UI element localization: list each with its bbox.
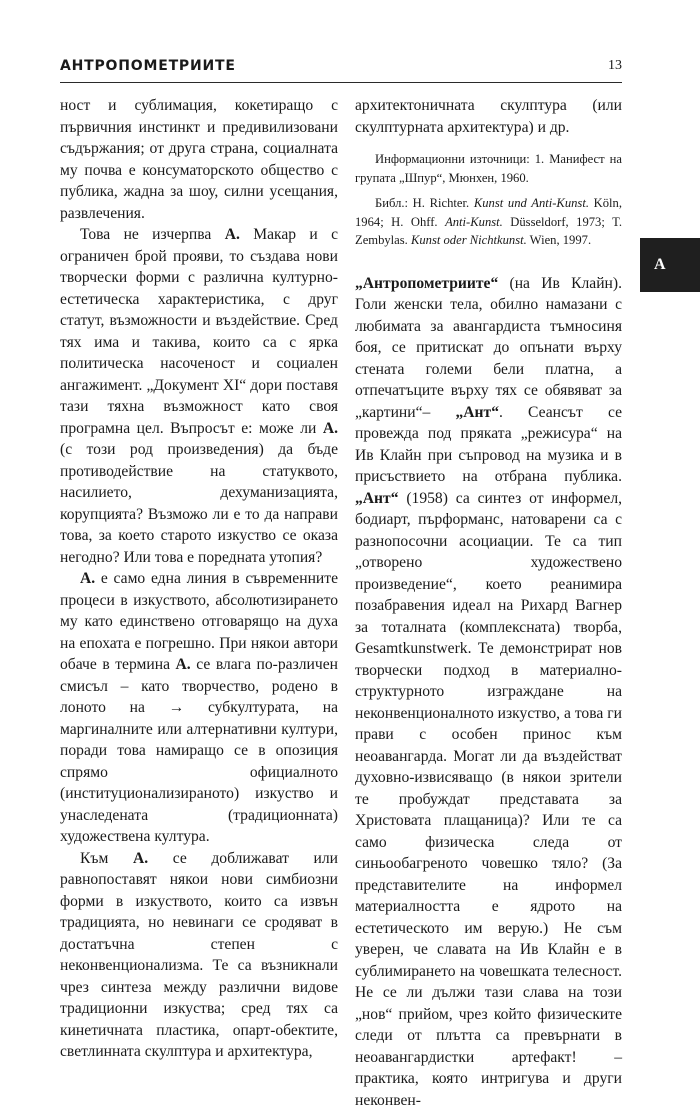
encyclopedia-entry (355, 273, 622, 1111)
paragraph-continuation: архитектоничната скулптура (или скулптурната архитектура) и др. (355, 95, 622, 138)
term-abbreviation: А. (133, 850, 148, 867)
term-abbreviation: „Ант“ (355, 490, 399, 507)
paragraph (60, 568, 338, 848)
page-number: 13 (608, 58, 622, 74)
book-title: Kunst oder Nichtkunst. (411, 233, 527, 247)
running-header-title: АНТРОПОМЕТРИИТЕ (60, 58, 236, 74)
text-run: Към (80, 850, 133, 867)
text-run: Макар и с ограничен брой прояви, то създава нови творчески форми с различна културно-естетическа характеристика, с друг статут, възможности и въздействие. Сред тях има и такива, които са с ярка политическа насоченост и социален ангажимент. „Документ XI“ дори поставя тази тяхна възможност като своя програмна цел. Въпросът е: може ли (60, 226, 338, 437)
paragraph (60, 224, 338, 568)
running-header (60, 52, 622, 83)
alphabet-thumb-tab-letter: А (654, 256, 666, 274)
term-abbreviation: А. (176, 656, 191, 673)
term-abbreviation: А. (323, 420, 338, 437)
text-run: . Сеансът се провежда под пряката „режисура“ на Ив Клайн при съпровод на музика и в присъствието на отбрана публика. (355, 404, 622, 486)
text-run: Библ.: H. Richter. (375, 196, 474, 210)
text-run: се влага по-различен смисъл – като творчество, родено в лоното на → субкултурата, на маргиналните или алтернативни култури, поради това намиращо се в опозиция спрямо официалното (институционализираното) изкуство и унаследената (традиционната) художествена култура. (60, 656, 338, 845)
left-text-column (60, 95, 338, 1063)
text-run: Düsseldorf, 1973; T. Zembylas. (355, 215, 622, 248)
text-run: Wien, 1997. (527, 233, 591, 247)
text-run: (с този род произведения) да бъде противодействие на статуквото, насилието, дехуманизацията, корупцията? Възможо ли е то да направи това, за което старото изкуство се оказа негодно? Или това е поредната утопия? (60, 441, 338, 566)
bibliography (355, 194, 622, 250)
text-run: Köln, 1964; H. Ohff. (355, 196, 622, 229)
entry-headword: „Антропометриите“ (355, 275, 498, 292)
text-run: (1958) са синтез от информел, бодиарт, пърформанс, натоварени са с разнопосочни асоциации. Те са тип „отворено художествено произведение“, което реанимира позабравения идеал на Рихард Вагнер за тоталната (комплексната) творба, Gesamtkunstwerk. Те демонстрират нов творчески подход в материално-структурното изграждане на неконвенционалното изкуство, а това ги прави с особен принос към неоавангарда. Могат ли да въздействат духовно-извисяващо (в някои зрители те пробуждат представата за Христовата плащаница)? Или те са само физическа следа от синьообагреното човешко тяло? (За представителите на информел материалността е ядрото на естетическото им верую.) Не съм уверен, че славата на Ив Клайн е в сублимирането на човешката телесност. Не се ли дължи тази слава на този „нов“ прийом, чрез който физическите следи от плътта са превърнати в неоавангардистки артефакт! – практика, която интригува и други неконвен- (355, 490, 622, 1109)
right-text-column (355, 95, 622, 1111)
information-sources: Информационни източници: 1. Манифест на групата „Шпур“, Мюнхен, 1960. (355, 150, 622, 187)
alphabet-thumb-tab (640, 238, 700, 292)
term-abbreviation: А. (225, 226, 240, 243)
paragraph (60, 848, 338, 1063)
text-run: Това не изчерпва (80, 226, 225, 243)
term-abbreviation: А. (80, 570, 95, 587)
book-title: Kunst und Anti-Kunst. (474, 196, 589, 210)
term-abbreviation: „Ант“ (456, 404, 500, 421)
text-run: (на Ив Клайн). Голи женски тела, обилно намазани с любимата за авангардиста тъмносиня боя, се притискат до опънати върху стената големи бели платна, а отпечатъците върху тях се обявяват за „картини“– (355, 275, 622, 421)
paragraph-continuation: ност и сублимация, кокетиращо с първичния инстинкт и предивилизовани съдържания; от друга страна, социалната му почва е консуматорското общество с публика, жадна за шоу, силни усещания, развлечения. (60, 95, 338, 224)
book-title: Anti-Kunst. (445, 215, 503, 229)
text-run: се доближават или равнопоставят някои нови симбиозни форми в изкуството, които са извън традицията, но невинаги се сродяват в достатъчна степен с неконвенционализма. Те са възникнали чрез синтеза между различни видове традиционни изкуства; сред тях са кинетичната пластика, опарт-обектите, светлинната скулптура и архитектура, (60, 850, 338, 1061)
text-run: е само една линия в съвременните процеси в изкуството, абсолютизирането му като единствено отговарящо на духа на епохата е погрешно. При някои автори обаче в термина (60, 570, 338, 673)
